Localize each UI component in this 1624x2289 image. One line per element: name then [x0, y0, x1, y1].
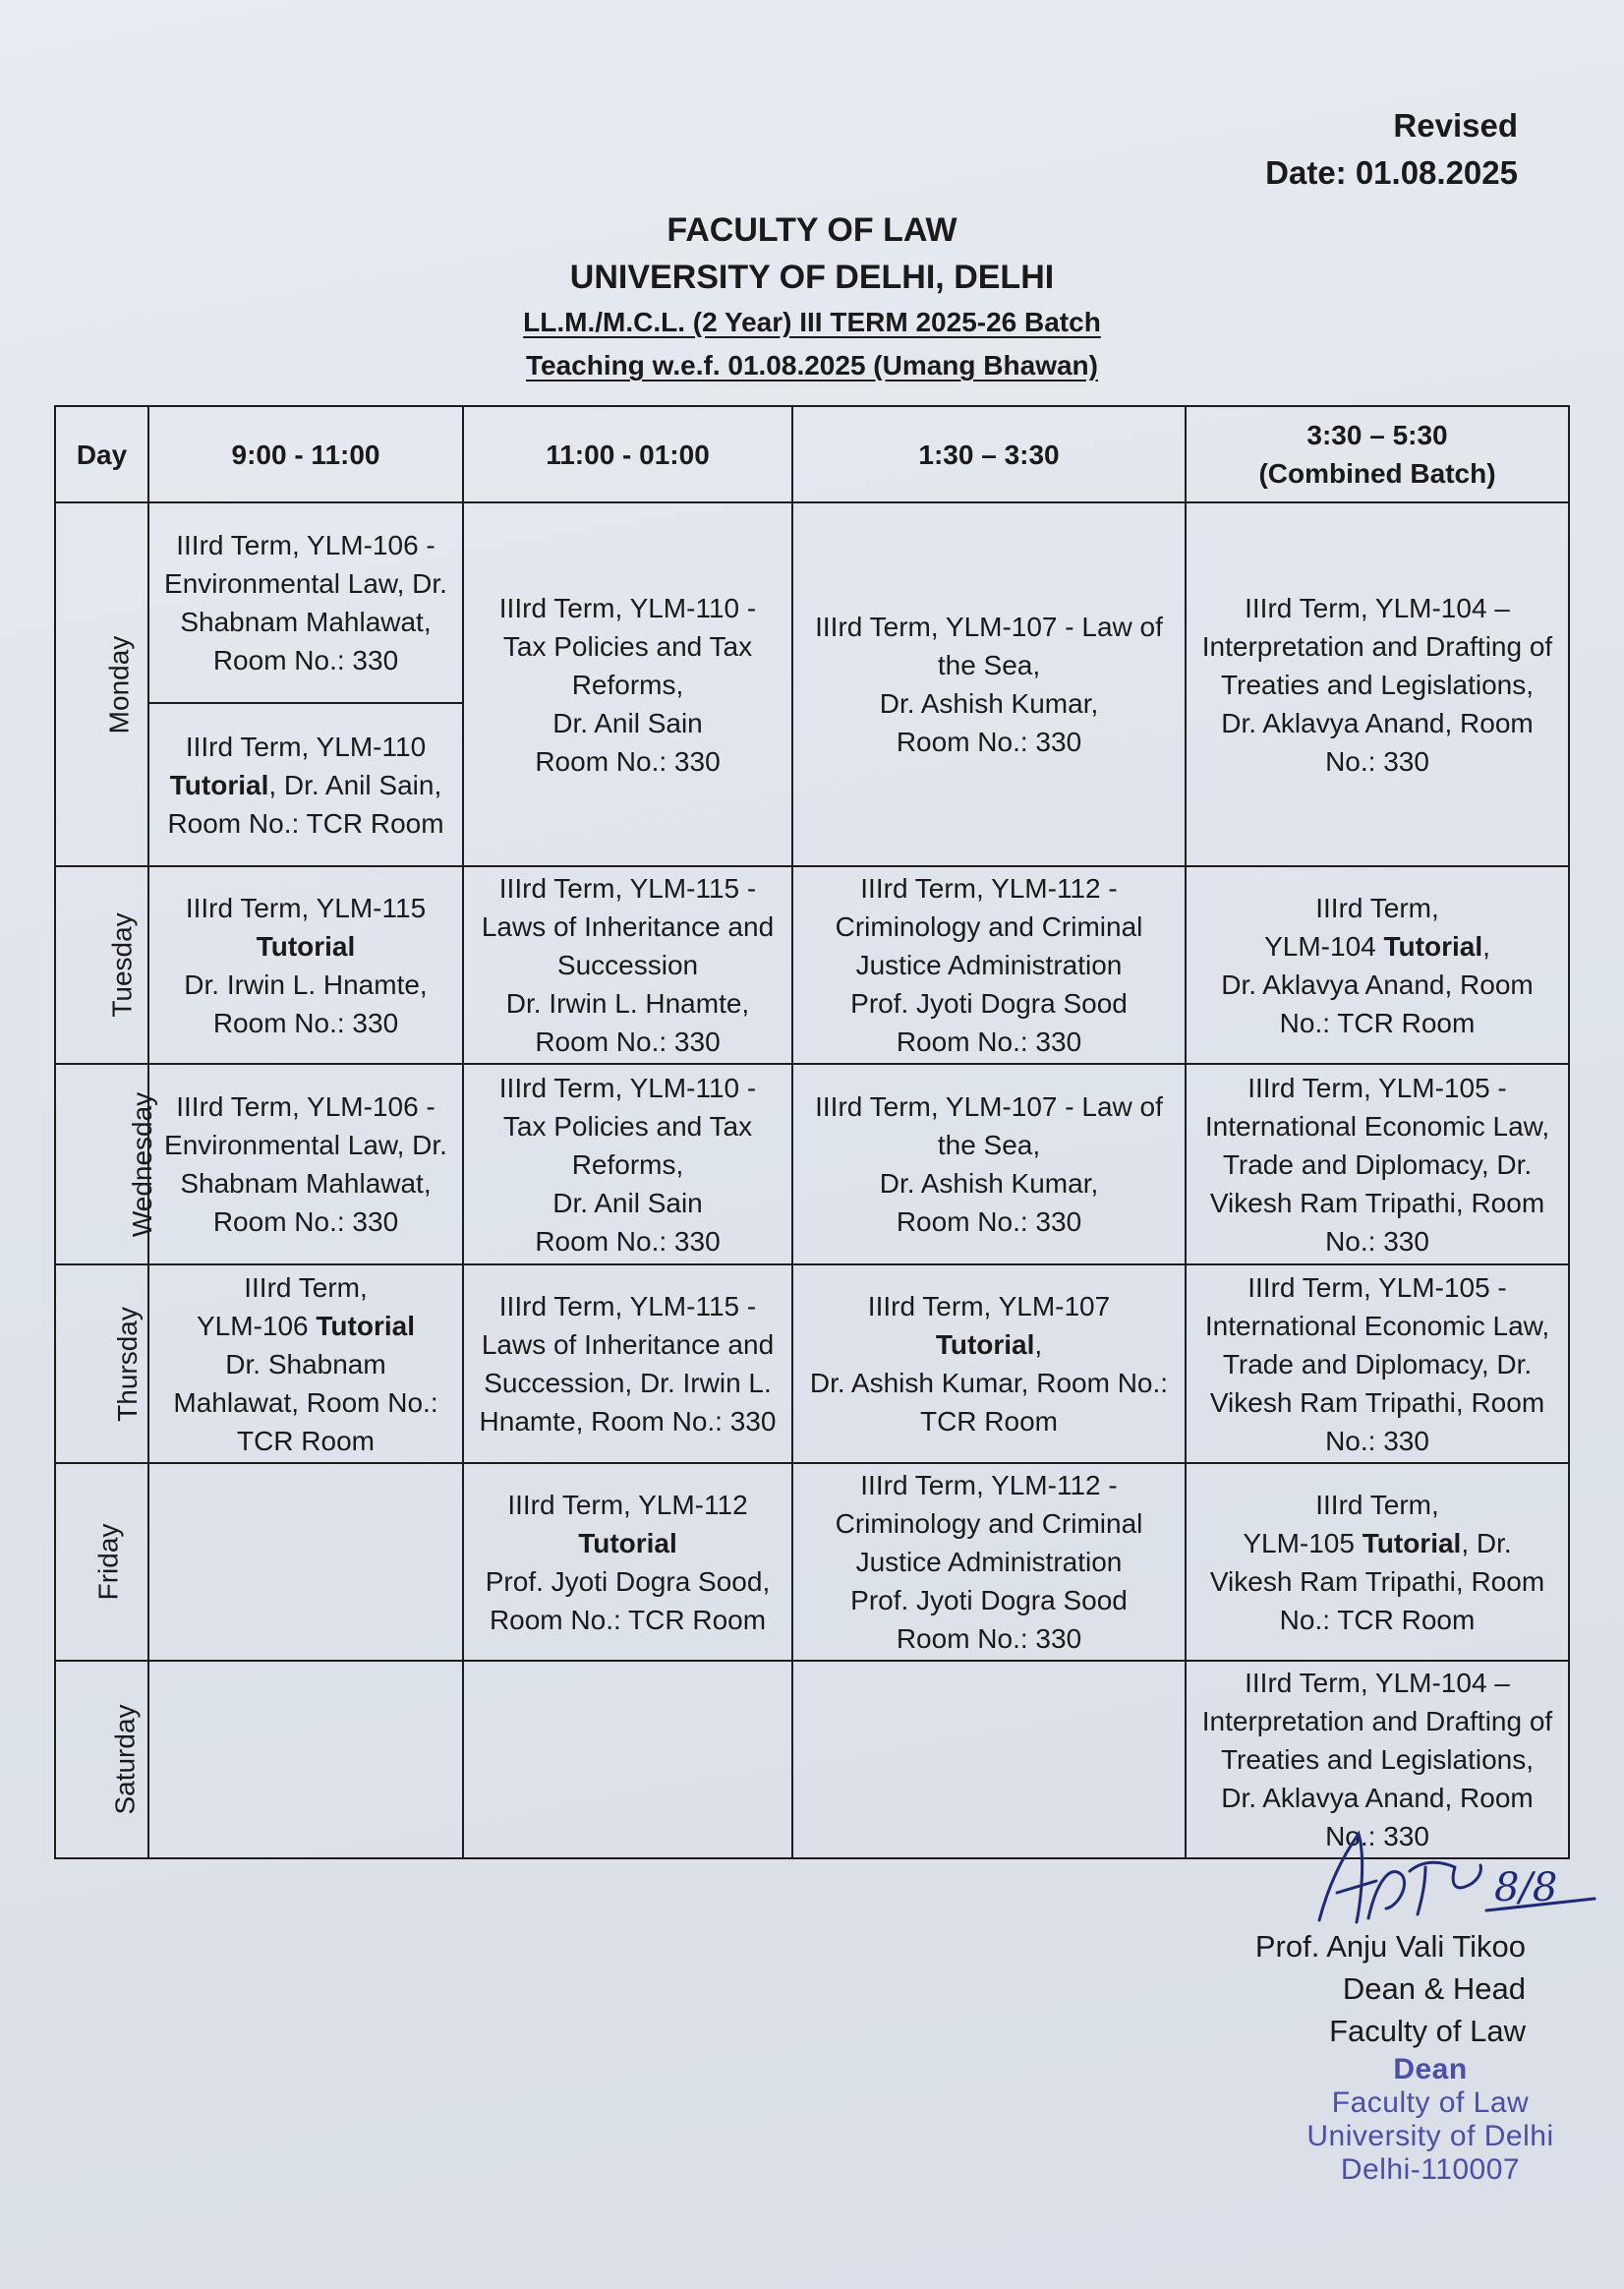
signatory-block	[1255, 1925, 1526, 2052]
header-slot-2: 11:00 - 01:00	[463, 406, 792, 502]
programme-title: LL.M./M.C.L. (2 Year) III TERM 2025-26 Batch	[523, 307, 1101, 337]
day-tuesday: Tuesday	[55, 866, 148, 1064]
thursday-slot-4: IIIrd Term, YLM-105 - International Economic Law, Trade and Diplomacy, Dr. Vikesh Ram Tripathi, Room No.: 330	[1186, 1264, 1569, 1463]
signatory-department: Faculty of Law	[1329, 2014, 1526, 2048]
faculty-title: FACULTY OF LAW	[667, 211, 957, 249]
monday-slot-1b: IIIrd Term, YLM-110 Tutorial, Dr. Anil Sain, Room No.: TCR Room	[148, 703, 463, 866]
header-row	[55, 406, 1569, 502]
revision-block	[1265, 102, 1518, 197]
day-saturday: Saturday	[55, 1661, 148, 1858]
signatory-designation: Dean & Head	[1342, 1971, 1526, 2006]
teaching-start-title: Teaching w.e.f. 01.08.2025 (Umang Bhawan)	[526, 350, 1098, 381]
tuesday-slot-3: IIIrd Term, YLM-112 - Criminology and Criminal Justice Administration Prof. Jyoti Dogra Sood Room No.: 330	[792, 866, 1186, 1064]
saturday-slot-2	[463, 1661, 792, 1858]
signatory-name: Prof. Anju Vali Tikoo	[1254, 1929, 1526, 1964]
timetable	[54, 405, 1570, 1859]
saturday-slot-1	[148, 1661, 463, 1858]
header-slot-1: 9:00 - 11:00	[148, 406, 463, 502]
signature-date: 8/8	[1494, 1865, 1558, 1910]
day-friday: Friday	[55, 1463, 148, 1661]
wednesday-slot-4: IIIrd Term, YLM-105 - International Economic Law, Trade and Diplomacy, Dr. Vikesh Ram Tripathi, Room No.: 330	[1186, 1064, 1569, 1264]
saturday-slot-3	[792, 1661, 1186, 1858]
friday-slot-2: IIIrd Term, YLM-112 Tutorial Prof. Jyoti Dogra Sood, Room No.: TCR Room	[463, 1463, 792, 1661]
friday-slot-3: IIIrd Term, YLM-112 - Criminology and Criminal Justice Administration Prof. Jyoti Dogra Sood Room No.: 330	[792, 1463, 1186, 1661]
monday-slot-2: IIIrd Term, YLM-110 - Tax Policies and Tax Reforms, Dr. Anil Sain Room No.: 330	[463, 502, 792, 866]
monday-slot-1a: IIIrd Term, YLM-106 - Environmental Law, Dr. Shabnam Mahlawat, Room No.: 330	[148, 502, 463, 703]
stamp-faculty: Faculty of Law	[1331, 2086, 1530, 2119]
wednesday-slot-1: IIIrd Term, YLM-106 - Environmental Law, Dr. Shabnam Mahlawat, Room No.: 330	[148, 1064, 463, 1264]
monday-row	[55, 502, 1569, 703]
handwritten-signature	[1307, 1824, 1602, 1942]
header-slot-4-note: (Combined Batch)	[1258, 458, 1496, 489]
wednesday-row	[55, 1064, 1569, 1264]
saturday-slot-4: IIIrd Term, YLM-104 – Interpretation and Drafting of Treaties and Legislations, Dr. Aklavya Anand, Room No.: 330	[1186, 1661, 1569, 1858]
monday-slot-4: IIIrd Term, YLM-104 – Interpretation and Drafting of Treaties and Legislations, Dr. Aklavya Anand, Room No.: 330	[1186, 502, 1569, 866]
friday-row	[55, 1463, 1569, 1661]
thursday-slot-1: IIIrd Term, YLM-106 Tutorial Dr. Shabnam Mahlawat, Room No.: TCR Room	[148, 1264, 463, 1463]
stamp-university: University of Delhi	[1306, 2120, 1554, 2152]
tuesday-row	[55, 866, 1569, 1064]
header-slot-4	[1186, 406, 1569, 502]
stamp-dean: Dean	[1393, 2053, 1468, 2085]
monday-slot-3: IIIrd Term, YLM-107 - Law of the Sea, Dr. Ashish Kumar, Room No.: 330	[792, 502, 1186, 866]
university-title: UNIVERSITY OF DELHI, DELHI	[569, 259, 1055, 296]
header-day: Day	[55, 406, 148, 502]
document-heading	[0, 206, 1624, 387]
revised-label: Revised	[1393, 107, 1518, 144]
header-slot-3: 1:30 – 3:30	[792, 406, 1186, 502]
tuesday-slot-2: IIIrd Term, YLM-115 - Laws of Inheritance and Succession Dr. Irwin L. Hnamte, Room No.: 330	[463, 866, 792, 1064]
tuesday-slot-1: IIIrd Term, YLM-115 Tutorial Dr. Irwin L. Hnamte, Room No.: 330	[148, 866, 463, 1064]
thursday-row	[55, 1264, 1569, 1463]
day-wednesday: Wednesday	[55, 1064, 148, 1264]
wednesday-slot-2: IIIrd Term, YLM-110 - Tax Policies and Tax Reforms, Dr. Anil Sain Room No.: 330	[463, 1064, 792, 1264]
stamp-address: Delhi-110007	[1340, 2153, 1521, 2186]
day-monday: Monday	[55, 502, 148, 866]
tuesday-slot-4: IIIrd Term, YLM-104 Tutorial, Dr. Aklavya Anand, Room No.: TCR Room	[1186, 866, 1569, 1064]
thursday-slot-2: IIIrd Term, YLM-115 - Laws of Inheritance and Succession, Dr. Irwin L. Hnamte, Room No.: 330	[463, 1264, 792, 1463]
thursday-slot-3: IIIrd Term, YLM-107 Tutorial, Dr. Ashish Kumar, Room No.: TCR Room	[792, 1264, 1186, 1463]
wednesday-slot-3: IIIrd Term, YLM-107 - Law of the Sea, Dr. Ashish Kumar, Room No.: 330	[792, 1064, 1186, 1264]
day-thursday: Thursday	[55, 1264, 148, 1463]
header-slot-4-time: 3:30 – 5:30	[1306, 420, 1448, 450]
official-stamp	[1268, 2053, 1593, 2187]
revision-date: Date: 01.08.2025	[1265, 154, 1518, 191]
friday-slot-4: IIIrd Term, YLM-105 Tutorial, Dr. Vikesh Ram Tripathi, Room No.: TCR Room	[1186, 1463, 1569, 1661]
friday-slot-1	[148, 1463, 463, 1661]
